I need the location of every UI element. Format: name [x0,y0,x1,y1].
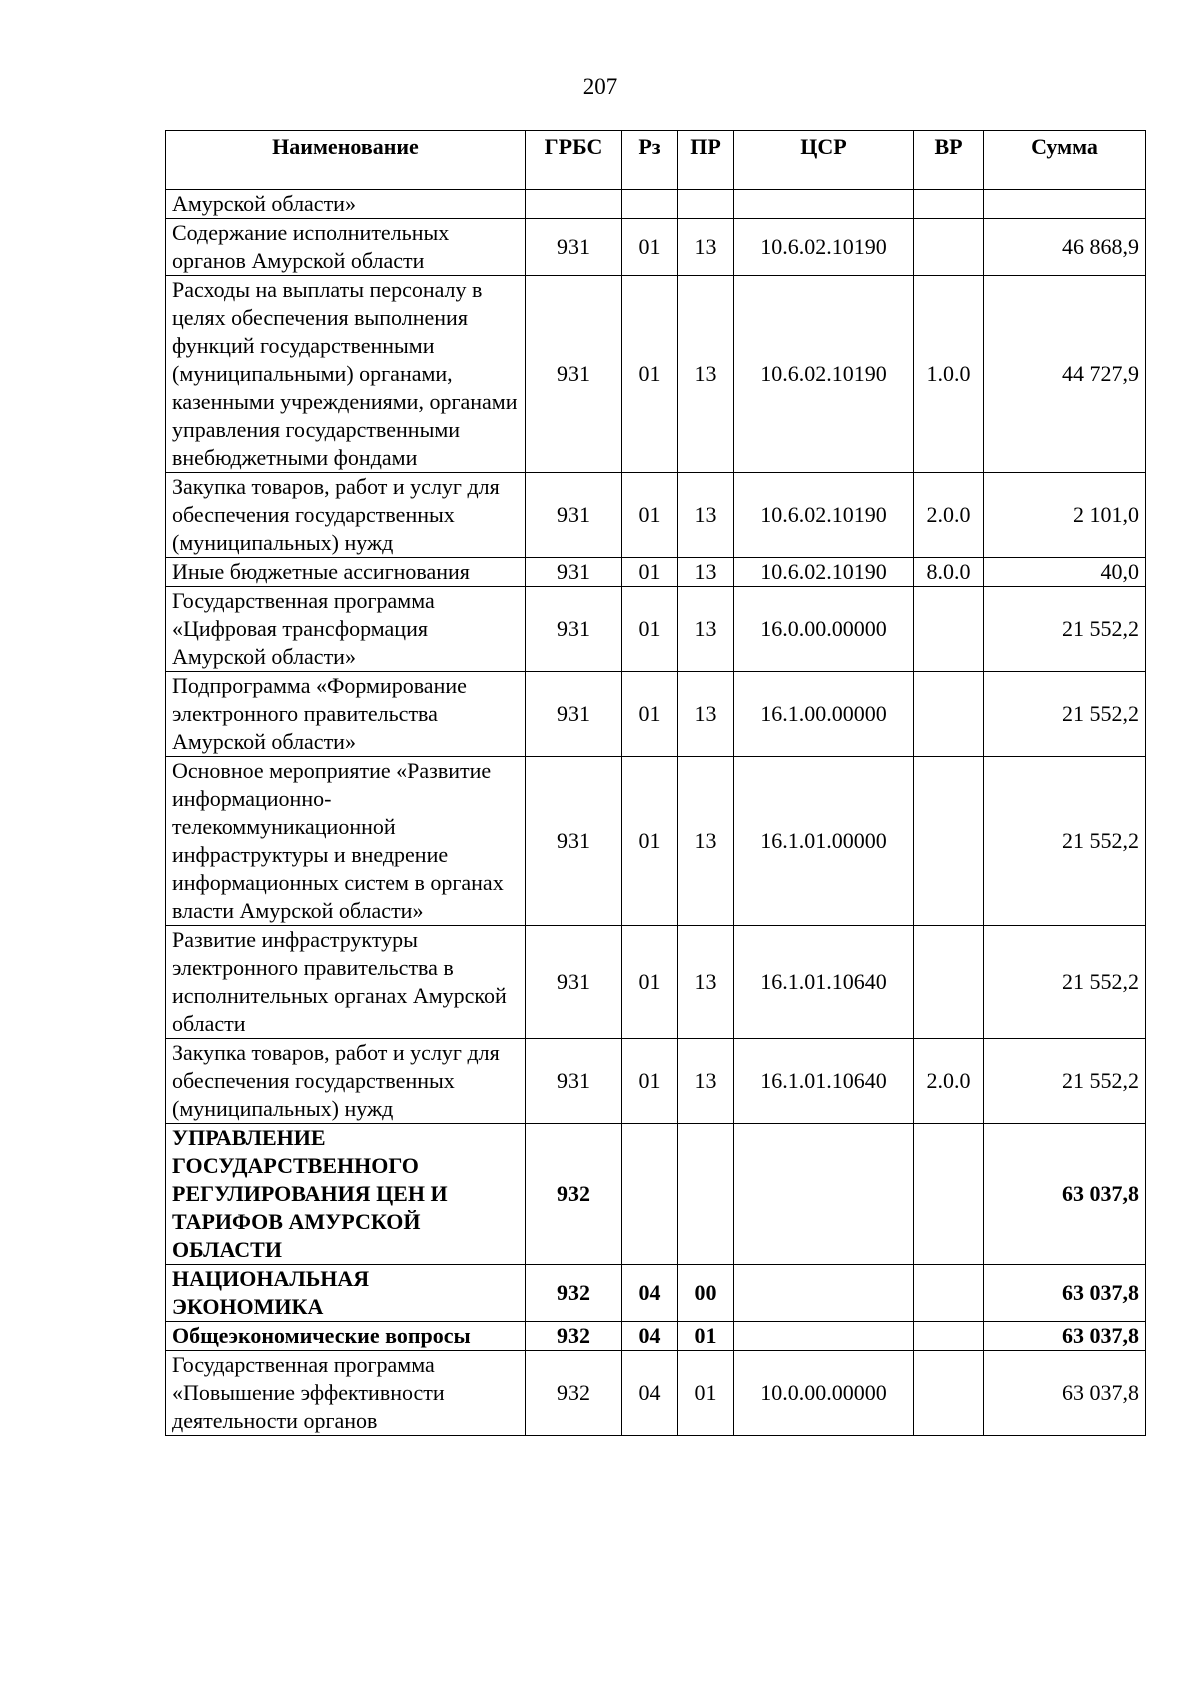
header-vr: ВР [914,131,984,190]
cell-csr: 10.6.02.10190 [734,276,914,473]
cell-sum [984,190,1146,219]
cell-sum: 2 101,0 [984,473,1146,558]
cell-csr [734,1124,914,1265]
cell-sum: 63 037,8 [984,1322,1146,1351]
cell-grbs: 931 [526,473,622,558]
header-csr: ЦСР [734,131,914,190]
cell-rz [622,190,678,219]
table-header-row [166,131,1146,190]
cell-rz: 01 [622,473,678,558]
cell-rz: 01 [622,672,678,757]
cell-sum: 46 868,9 [984,219,1146,276]
cell-grbs: 931 [526,219,622,276]
table-row [166,190,1146,219]
cell-rz: 01 [622,219,678,276]
table-row [166,587,1146,672]
cell-grbs: 931 [526,276,622,473]
table-row [166,926,1146,1039]
cell-csr [734,1265,914,1322]
cell-rz: 01 [622,276,678,473]
cell-grbs: 932 [526,1351,622,1436]
cell-sum: 21 552,2 [984,672,1146,757]
cell-name: Содержание исполнительных органов Амурской области [166,219,526,276]
cell-grbs: 931 [526,672,622,757]
cell-rz [622,1124,678,1265]
cell-csr: 16.0.00.00000 [734,587,914,672]
budget-table [165,130,1146,1436]
cell-vr [914,219,984,276]
cell-grbs: 932 [526,1265,622,1322]
cell-grbs: 932 [526,1124,622,1265]
cell-csr: 16.1.00.00000 [734,672,914,757]
cell-name: Развитие инфраструктуры электронного правительства в исполнительных органах Амурской области [166,926,526,1039]
table-row [166,1351,1146,1436]
cell-sum: 21 552,2 [984,757,1146,926]
header-name: Наименование [166,131,526,190]
cell-pr: 13 [678,219,734,276]
cell-sum: 63 037,8 [984,1351,1146,1436]
cell-vr: 2.0.0 [914,1039,984,1124]
cell-grbs: 931 [526,757,622,926]
header-sum: Сумма [984,131,1146,190]
cell-csr: 10.6.02.10190 [734,473,914,558]
cell-grbs: 931 [526,926,622,1039]
cell-vr [914,926,984,1039]
cell-name: Основное мероприятие «Развитие информационно-телекоммуникационной инфраструктуры и внедрение информационных систем в органах власти Амурской области» [166,757,526,926]
cell-grbs: 931 [526,1039,622,1124]
cell-pr: 13 [678,1039,734,1124]
cell-rz: 04 [622,1351,678,1436]
cell-vr: 2.0.0 [914,473,984,558]
cell-csr: 10.6.02.10190 [734,558,914,587]
cell-vr: 1.0.0 [914,276,984,473]
cell-rz: 01 [622,587,678,672]
cell-name: УПРАВЛЕНИЕ ГОСУДАРСТВЕННОГО РЕГУЛИРОВАНИЯ ЦЕН И ТАРИФОВ АМУРСКОЙ ОБЛАСТИ [166,1124,526,1265]
cell-grbs: 932 [526,1322,622,1351]
cell-csr: 10.0.00.00000 [734,1351,914,1436]
cell-vr [914,190,984,219]
cell-pr: 13 [678,757,734,926]
header-grbs: ГРБС [526,131,622,190]
cell-sum: 44 727,9 [984,276,1146,473]
table-row [166,1322,1146,1351]
table-row [166,1265,1146,1322]
cell-rz: 01 [622,757,678,926]
page-number: 207 [582,74,618,99]
cell-pr [678,1124,734,1265]
cell-grbs: 931 [526,587,622,672]
cell-pr: 13 [678,672,734,757]
cell-sum: 21 552,2 [984,587,1146,672]
cell-name: Закупка товаров, работ и услуг для обеспечения государственных (муниципальных) нужд [166,473,526,558]
cell-name: Государственная программа «Повышение эффективности деятельности органов [166,1351,526,1436]
cell-vr [914,757,984,926]
cell-vr [914,1124,984,1265]
cell-vr [914,672,984,757]
cell-rz: 01 [622,926,678,1039]
cell-vr [914,587,984,672]
cell-rz: 04 [622,1265,678,1322]
cell-vr [914,1322,984,1351]
cell-name: Иные бюджетные ассигнования [166,558,526,587]
cell-pr: 13 [678,558,734,587]
table-row [166,1124,1146,1265]
cell-pr: 13 [678,473,734,558]
table-row [166,276,1146,473]
table-row [166,473,1146,558]
cell-name: Государственная программа «Цифровая трансформация Амурской области» [166,587,526,672]
table-row [166,558,1146,587]
cell-name: Закупка товаров, работ и услуг для обеспечения государственных (муниципальных) нужд [166,1039,526,1124]
cell-name: Расходы на выплаты персоналу в целях обеспечения выполнения функций государственными (муниципальными) органами, казенными учреждениями, органами управления государственными внебюджетными фондами [166,276,526,473]
cell-grbs: 931 [526,558,622,587]
cell-csr: 16.1.01.10640 [734,926,914,1039]
cell-name: Общеэкономические вопросы [166,1322,526,1351]
table-row [166,219,1146,276]
header-rz: Рз [622,131,678,190]
cell-pr: 01 [678,1322,734,1351]
cell-rz: 01 [622,558,678,587]
cell-csr [734,190,914,219]
cell-name: Подпрограмма «Формирование электронного правительства Амурской области» [166,672,526,757]
cell-pr: 00 [678,1265,734,1322]
cell-vr: 8.0.0 [914,558,984,587]
cell-csr [734,1322,914,1351]
cell-sum: 40,0 [984,558,1146,587]
cell-csr: 10.6.02.10190 [734,219,914,276]
cell-vr [914,1265,984,1322]
cell-rz: 04 [622,1322,678,1351]
table-row [166,757,1146,926]
cell-csr: 16.1.01.10640 [734,1039,914,1124]
cell-vr [914,1351,984,1436]
header-pr: ПР [678,131,734,190]
cell-pr [678,190,734,219]
cell-rz: 01 [622,1039,678,1124]
cell-pr: 13 [678,276,734,473]
cell-pr: 13 [678,926,734,1039]
table-row [166,1039,1146,1124]
table-row [166,672,1146,757]
cell-sum: 21 552,2 [984,1039,1146,1124]
cell-grbs [526,190,622,219]
cell-csr: 16.1.01.00000 [734,757,914,926]
cell-pr: 01 [678,1351,734,1436]
cell-pr: 13 [678,587,734,672]
cell-name: НАЦИОНАЛЬНАЯ ЭКОНОМИКА [166,1265,526,1322]
cell-sum: 21 552,2 [984,926,1146,1039]
cell-sum: 63 037,8 [984,1124,1146,1265]
cell-sum: 63 037,8 [984,1265,1146,1322]
cell-name: Амурской области» [166,190,526,219]
